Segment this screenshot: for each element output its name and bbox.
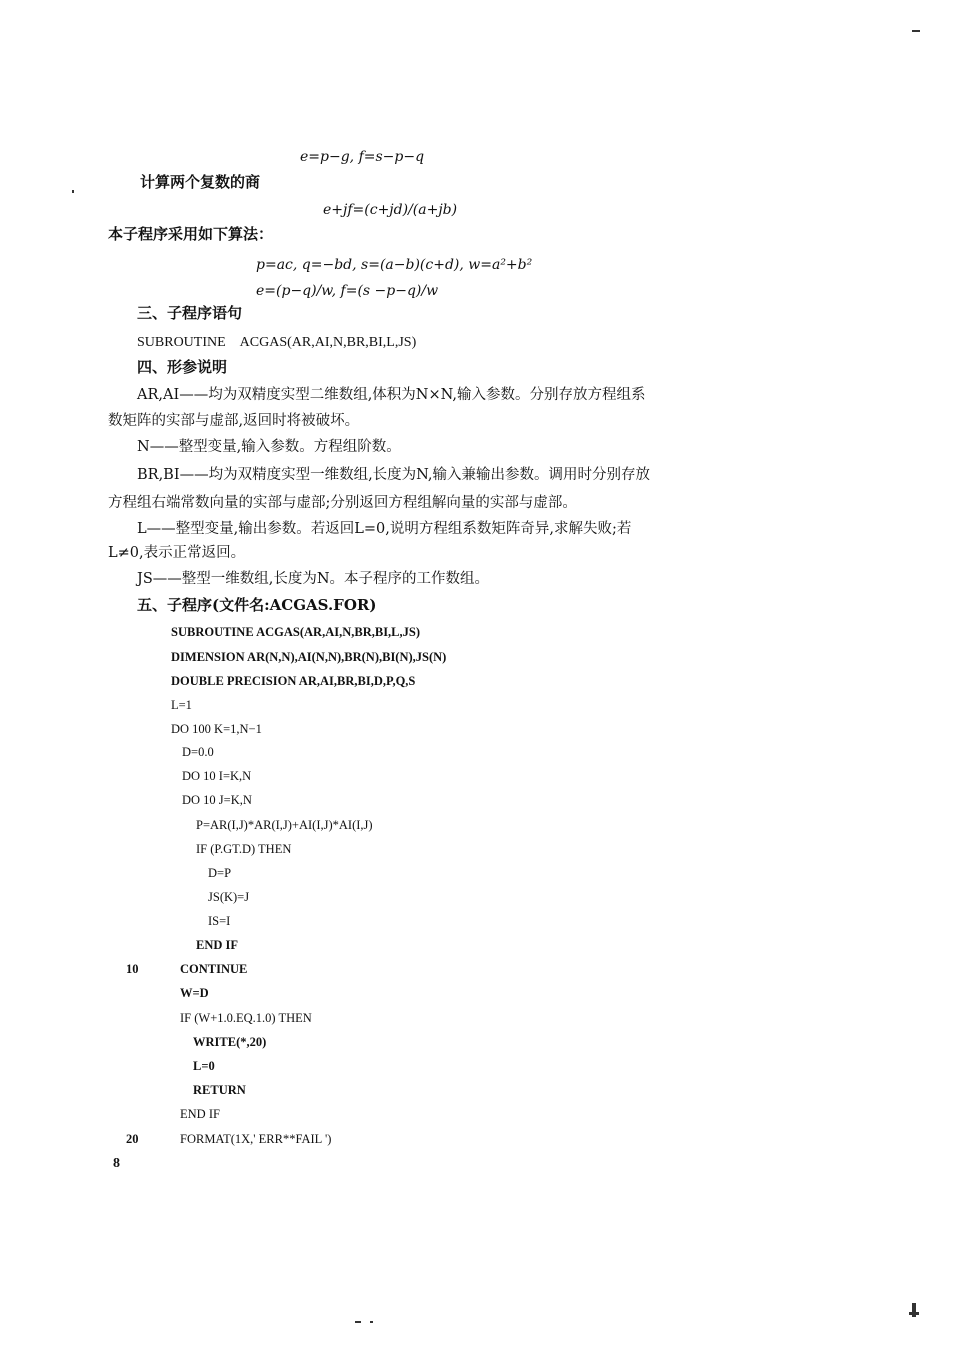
scan-artifact: [912, 30, 920, 32]
param-br-bi-line2: 方程组右端常数向量的实部与虚部;分别返回方程组解向量的实部与虚部。: [108, 495, 577, 511]
param-l-line2: L≠0,表示正常返回。: [108, 545, 246, 561]
subroutine-statement: SUBROUTINE ACGAS(AR,AI,N,BR,BI,L,JS): [137, 335, 417, 350]
code-line-15: CONTINUE: [180, 962, 248, 976]
scan-artifact: [909, 1312, 919, 1315]
code-line-10: IF (P.GT.D) THEN: [196, 842, 292, 856]
code-label-10: 10: [126, 962, 139, 976]
algorithm-intro: 本子程序采用如下算法：: [108, 225, 274, 243]
code-label-20: 20: [126, 1132, 139, 1146]
code-line-2: DIMENSION AR(N,N),AI(N,N),BR(N),BI(N),JS(N): [171, 650, 447, 664]
section-3-heading: 三、子程序语句: [137, 304, 243, 322]
page-number: 8: [113, 1156, 120, 1171]
formula-e-f: e=(p−q)/w, f=(s −p−q)/w: [256, 283, 439, 299]
code-line-13: IS=I: [208, 914, 231, 928]
quotient-heading: 计算两个复数的商: [140, 173, 261, 191]
code-line-3: DOUBLE PRECISION AR,AI,BR,BI,D,P,Q,S: [171, 674, 416, 688]
param-n: N——整型变量,输入参数。方程组阶数。: [137, 439, 401, 455]
formula-quotient: e+jf=(c+jd)/(a+jb): [323, 202, 458, 218]
code-line-20: RETURN: [193, 1083, 246, 1097]
scan-artifact: [355, 1321, 361, 1323]
section-4-heading: 四、形参说明: [137, 358, 228, 376]
code-line-14: END IF: [196, 938, 239, 952]
code-line-9: P=AR(I,J)*AR(I,J)+AI(I,J)*AI(I,J): [196, 818, 373, 832]
param-br-bi-line1: BR,BI——均为双精度实型一维数组,长度为N,输入兼输出参数。调用时分别存放: [137, 467, 651, 483]
code-line-1: SUBROUTINE ACGAS(AR,AI,N,BR,BI,L,JS): [171, 625, 421, 639]
code-line-16: W=D: [180, 986, 209, 1000]
code-line-17: IF (W+1.0.EQ.1.0) THEN: [180, 1011, 312, 1025]
scan-artifact: [370, 1321, 373, 1323]
code-line-22: FORMAT(1X,' ERR**FAIL '): [180, 1132, 332, 1146]
param-ar-ai-line2: 数矩阵的实部与虚部,返回时将被破坏。: [108, 413, 360, 429]
code-line-18: WRITE(*,20): [193, 1035, 267, 1049]
code-line-7: DO 10 I=K,N: [182, 769, 252, 783]
param-ar-ai-line1: AR,AI——均为双精度实型二维数组,体积为N×N,输入参数。分别存放方程组系: [137, 387, 646, 403]
code-line-21: END IF: [180, 1107, 220, 1121]
code-line-11: D=P: [208, 866, 232, 880]
scan-artifact: [72, 190, 74, 193]
code-line-4: L=1: [171, 698, 192, 712]
param-js: JS——整型一维数组,长度为N。本子程序的工作数组。: [137, 571, 490, 587]
code-line-6: D=0.0: [182, 745, 214, 759]
code-line-8: DO 10 J=K,N: [182, 793, 252, 807]
code-line-5: DO 100 K=1,N−1: [171, 722, 262, 736]
param-l-line1: L——整型变量,输出参数。若返回L=0,说明方程组系数矩阵奇异,求解失败;若: [137, 521, 632, 537]
formula-pqsw: p=ac, q=−bd, s=(a−b)(c+d), w=a²+b²: [256, 257, 533, 273]
code-line-12: JS(K)=J: [208, 890, 250, 904]
section-5-heading: 五、子程序(文件名:ACGAS.FOR): [137, 596, 377, 614]
code-line-19: L=0: [193, 1059, 215, 1073]
formula-ef: e=p−g, f=s−p−q: [300, 149, 425, 165]
